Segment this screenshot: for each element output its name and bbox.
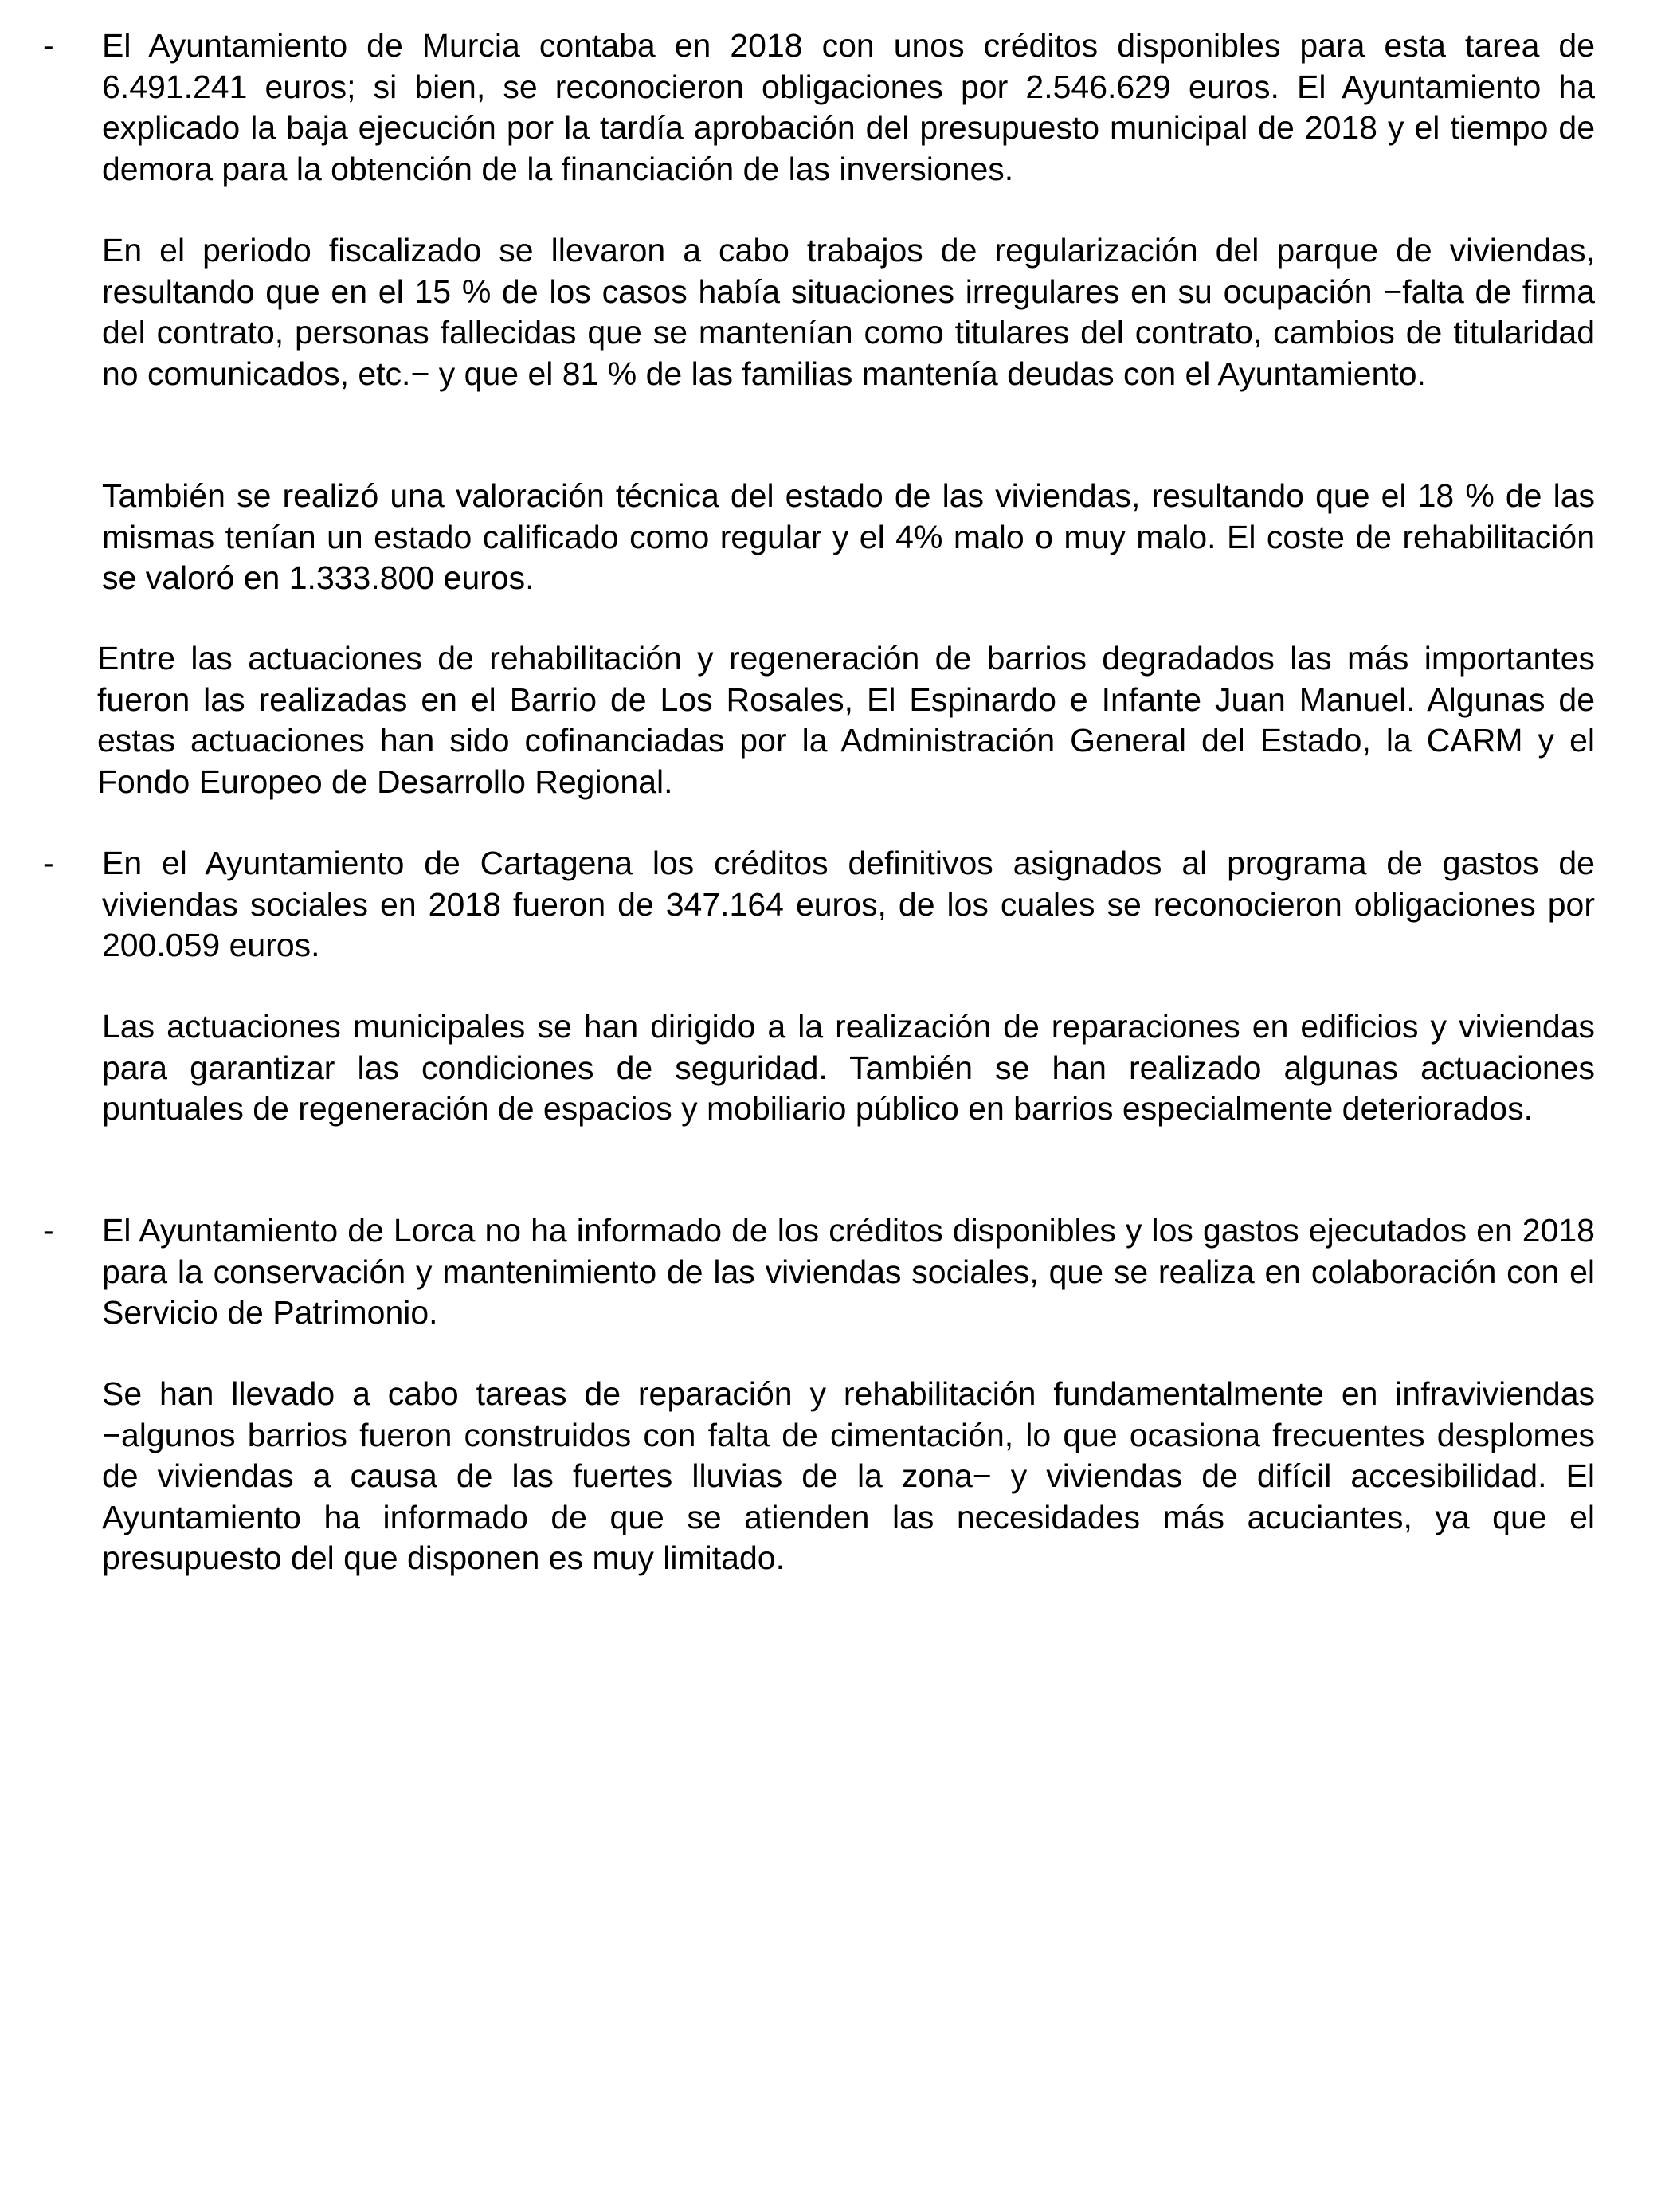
bullet-dash-cartagena: - [43, 845, 54, 881]
paragraph-murcia-rehabilitation: Entre las actuaciones de rehabilitación y regeneración de barrios degradados las más importantes fueron las realizadas en el Barrio de Los Rosales, El Espinardo e Infante Juan Manuel. Algunas de estas actuaciones han sido cofinanciadas por la Administración General del Estado, la CARM y el Fondo Europeo de Desarrollo Regional. [97, 640, 1595, 800]
bullet-dash-lorca: - [43, 1212, 54, 1249]
bullet-dash-murcia: - [43, 27, 54, 64]
paragraph-murcia-valuation: También se realizó una valoración técnica del estado de las viviendas, resultando que el 18 % de las mismas tenían un estado calificado como regular y el 4% malo o muy malo. El coste de rehabilitación se valoró en 1.333.800 euros. [102, 477, 1595, 597]
paragraph-lorca-repairs: Se han llevado a cabo tareas de reparación y rehabilitación fundamentalmente en infraviviendas −algunos barrios fueron construidos con falta de cimentación, lo que ocasiona frecuentes desplomes de viviendas a causa de las fuertes lluvias de la zona− y viviendas de difícil accesibilidad. El Ayuntamiento ha informado de que se atienden las necesidades más acuciantes, ya que el presupuesto del que disponen es muy limitado. [102, 1375, 1595, 1577]
paragraph-murcia-credits: El Ayuntamiento de Murcia contaba en 2018 con unos créditos disponibles para esta tarea de 6.491.241 euros; si bien, se reconocieron obligaciones por 2.546.629 euros. El Ayuntamiento ha explicado la baja ejecución por la tardía aprobación del presupuesto municipal de 2018 y el tiempo de demora para la obtención de la financiación de las inversiones. [102, 27, 1595, 187]
paragraph-cartagena-actions: Las actuaciones municipales se han dirigido a la realización de reparaciones en edificios y viviendas para garantizar las condiciones de seguridad. También se han realizado algunas actuaciones puntuales de regeneración de espacios y mobiliario público en barrios especialmente deteriorados. [102, 1008, 1595, 1128]
paragraph-lorca-credits: El Ayuntamiento de Lorca no ha informado de los créditos disponibles y los gastos ejecutados en 2018 para la conservación y mantenimiento de las viviendas sociales, que se realiza en colaboración con el Servicio de Patrimonio. [102, 1212, 1595, 1332]
paragraph-cartagena-credits: En el Ayuntamiento de Cartagena los créditos definitivos asignados al programa de gastos de viviendas sociales en 2018 fueron de 347.164 euros, de los cuales se reconocieron obligaciones por 200.059 euros. [102, 845, 1595, 964]
paragraph-murcia-regularization: En el periodo fiscalizado se llevaron a cabo trabajos de regularización del parque de viviendas, resultando que en el 15 % de los casos había situaciones irregulares en su ocupación −falta de firma del contrato, personas fallecidas que se mantenían como titulares del contrato, cambios de titularidad no comunicados, etc.− y que el 81 % de las familias mantenía deudas con el Ayuntamiento. [102, 232, 1595, 392]
